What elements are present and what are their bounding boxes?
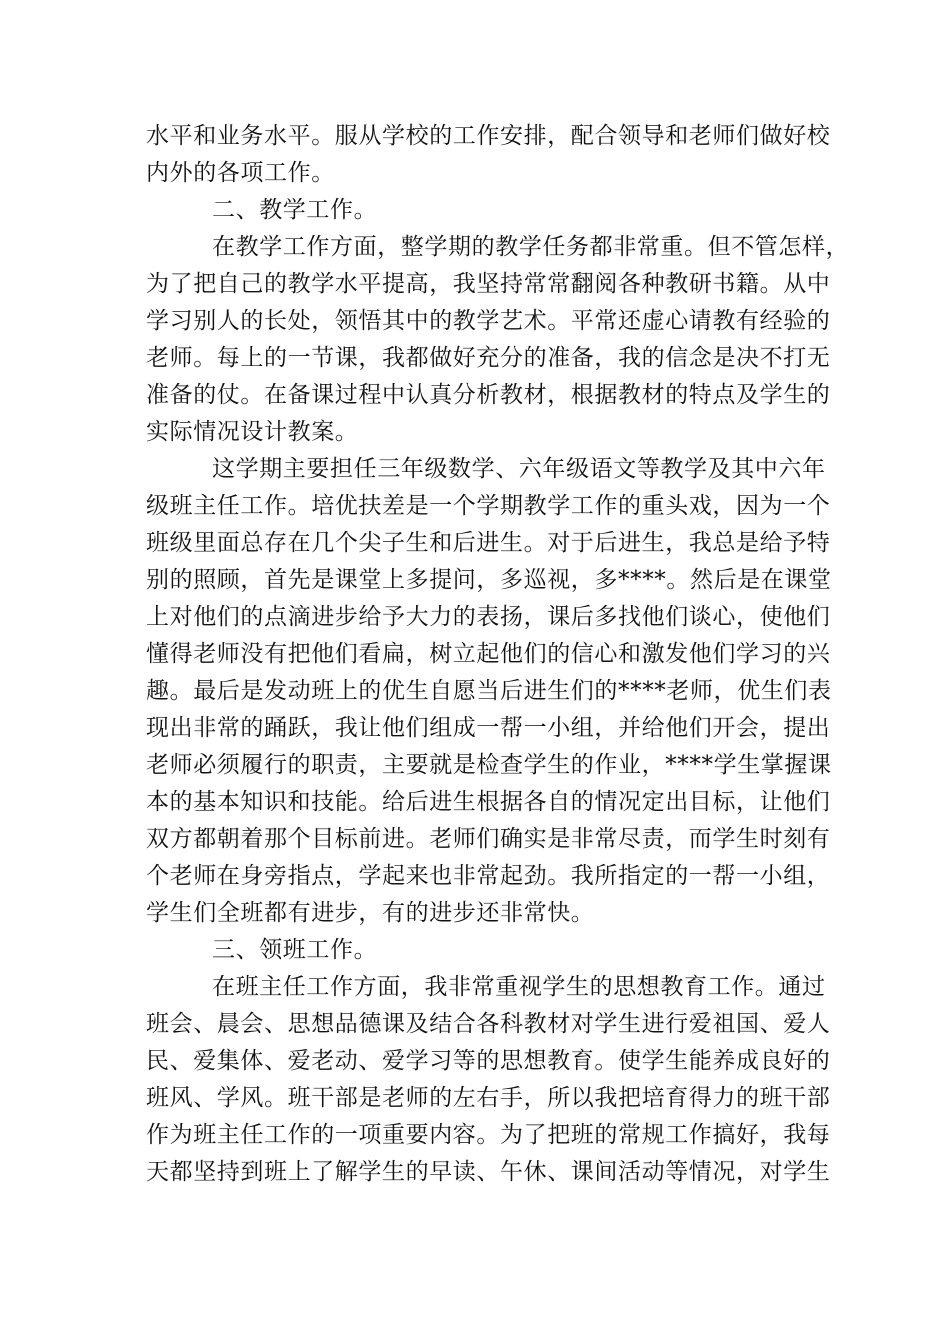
text-line: 个老师在身旁指点，学起来也非常起劲。我所指定的一帮一小组， xyxy=(146,863,831,889)
text-line: 民、爱集体、爱老动、爱学习等的思想教育。使学生能养成良好的 xyxy=(146,1048,831,1074)
text-line: 天都坚持到班上了解学生的早读、午休、课间活动等情况，对学生 xyxy=(146,1159,831,1185)
text-line: 别的照顾，首先是课堂上多提问，多巡视，多****。然后是在课堂 xyxy=(146,567,832,593)
text-line: 上对他们的点滴进步给予大力的表扬，课后多找他们谈心，使他们 xyxy=(146,604,831,630)
text-line: 作为班主任工作的一项重要内容。为了把班的常规工作搞好，我每 xyxy=(146,1122,831,1148)
text-line: 懂得老师没有把他们看扁，树立起他们的信心和激发他们学习的兴 xyxy=(146,641,831,667)
text-line: 学习别人的长处，领悟其中的教学艺术。平常还虚心请教有经验的 xyxy=(146,308,831,334)
text-line: 班风、学风。班干部是老师的左右手，所以我把培育得力的班干部 xyxy=(146,1085,831,1111)
text-line: 级班主任工作。培优扶差是一个学期教学工作的重头戏，因为一个 xyxy=(146,493,831,519)
document-body xyxy=(146,118,850,1191)
paragraph-start: 在教学工作方面，整学期的教学任务都非常重。但不管怎样， xyxy=(212,234,850,260)
text-line: 准备的仗。在备课过程中认真分析教材，根据教材的特点及学生的 xyxy=(146,382,831,408)
section-heading-teaching: 二、教学工作。 xyxy=(212,197,378,223)
text-line: 趣。最后是发动班上的优生自愿当后进生们的****老师，优生们表 xyxy=(146,678,832,704)
text-line: 水平和业务水平。服从学校的工作安排，配合领导和老师们做好校 xyxy=(146,123,831,149)
section-heading-class-leading: 三、领班工作。 xyxy=(212,937,378,963)
text-line: 本的基本知识和技能。给后进生根据各自的情况定出目标，让他们 xyxy=(146,789,831,815)
paragraph-start: 这学期主要担任三年级数学、六年级语文等教学及其中六年 xyxy=(212,456,826,482)
text-line: 实际情况设计教案。 xyxy=(146,419,359,445)
text-line: 为了把自己的教学水平提高，我坚持常常翻阅各种教研书籍。从中 xyxy=(146,271,831,297)
text-line: 内外的各项工作。 xyxy=(146,160,335,186)
text-line: 现出非常的踊跃，我让他们组成一帮一小组，并给他们开会，提出 xyxy=(146,715,831,741)
paragraph-start: 在班主任工作方面，我非常重视学生的思想教育工作。通过 xyxy=(212,974,826,1000)
text-line: 学生们全班都有进步，有的进步还非常快。 xyxy=(146,900,595,926)
text-line: 老师。每上的一节课，我都做好充分的准备，我的信念是决不打无 xyxy=(146,345,831,371)
text-line: 班会、晨会、思想品德课及结合各科教材对学生进行爱祖国、爱人 xyxy=(146,1011,831,1037)
text-line: 老师必须履行的职责，主要就是检查学生的作业，****学生掌握课 xyxy=(146,752,832,778)
text-line: 双方都朝着那个目标前进。老师们确实是非常尽责，而学生时刻有 xyxy=(146,826,831,852)
text-line: 班级里面总存在几个尖子生和后进生。对于后进生，我总是给予特 xyxy=(146,530,831,556)
